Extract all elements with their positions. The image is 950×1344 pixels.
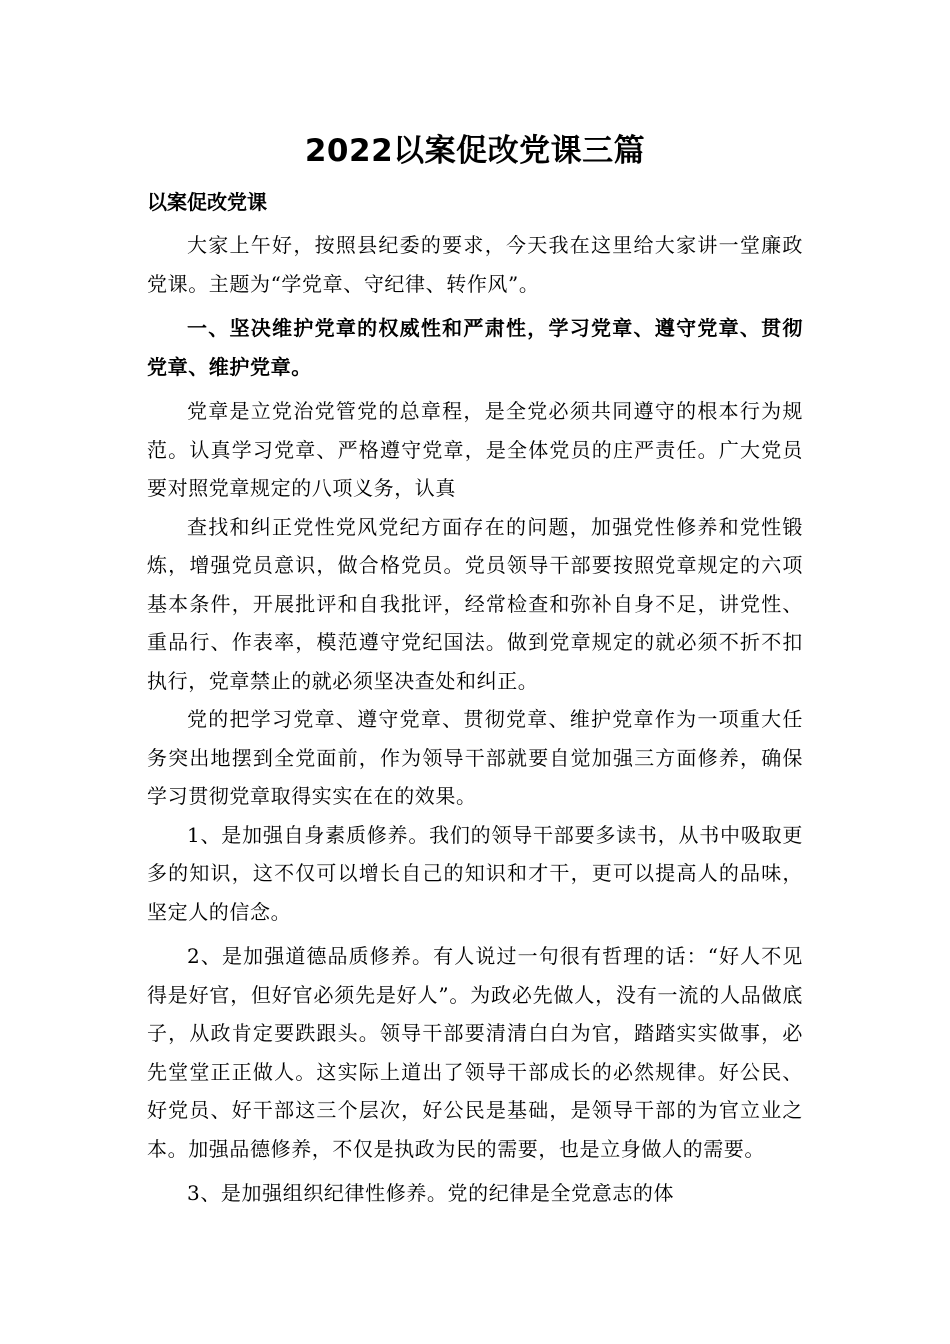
section-heading-one: 一、坚决维护党章的权威性和严肃性，学习党章、遵守党章、贯彻党章、维护党章。 [147,316,803,379]
paragraph-three-cultivations: 党的把学习党章、遵守党章、贯彻党章、维护党章作为一项重大任务突出地摆到全党面前，作为领导干部就要自觉加强三方面修养，确保学习贯彻党章取得实实在在的效果。 [147,707,803,808]
document-title: 2022以案促改党课三篇 [304,133,646,169]
paragraph-correct-problems: 查找和纠正党性党风党纪方面存在的问题，加强党性修养和党性锻炼，增强党员意识，做合格党员。党员领导干部要按照党章规定的六项基本条件，开展批评和自我批评，经常检查和弥补自身不足，讲党性、重品行、作表率，模范遵守党纪国法。做到党章规定的就必须不折不扣执行，党章禁止的就必须坚决查处和纠正。 [147,514,803,693]
section-subtitle: 以案促改党课 [147,190,267,214]
paragraph-party-constitution: 党章是立党治党管党的总章程，是全党必须共同遵守的根本行为规范。认真学习党章、严格遵守党章，是全体党员的庄严责任。广大党员要对照党章规定的八项义务，认真 [147,399,803,500]
paragraph-point-one: 1、是加强自身素质修养。我们的领导干部要多读书，从书中吸取更多的知识，这不仅可以增长自己的知识和才干，更可以提高人的品味，坚定人的信念。 [147,822,803,924]
paragraph-point-two: 2、是加强道德品质修养。有人说过一句很有哲理的话：“好人不见得是好官，但好官必须先是好人”。为政必先做人，没有一流的人品做底子，从政肯定要跌跟头。领导干部要清清白白为官，踏踏实实做事，必先堂堂正正做人。这实际上道出了领导干部成长的必然规律。好公民、好党员、好干部这三个层次，好公民是基础，是领导干部的为官立业之本。加强品德修养，不仅是执政为民的需要，也是立身做人的需要。 [147,944,803,1161]
paragraph-intro: 大家上午好，按照县纪委的要求，今天我在这里给大家讲一堂廉政党课。主题为“学党章、守纪律、转作风”。 [147,233,803,296]
paragraph-point-three: 3、是加强组织纪律性修养。党的纪律是全党意志的体 [187,1181,675,1205]
